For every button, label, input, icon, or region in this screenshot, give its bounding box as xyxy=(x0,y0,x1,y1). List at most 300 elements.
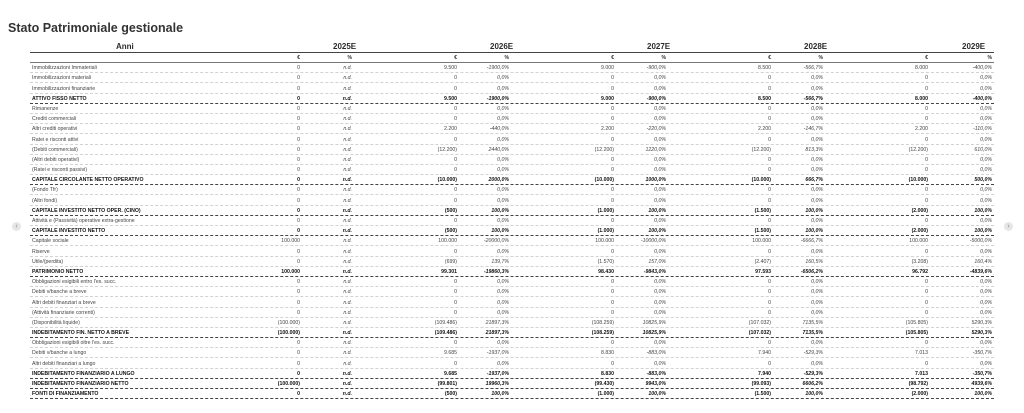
cell-percent: 0,0% xyxy=(654,116,666,123)
cell-percent: 160,5% xyxy=(805,258,823,265)
cell-value: 0 xyxy=(297,65,300,72)
scroll-right-arrow-icon[interactable]: › xyxy=(1004,222,1013,231)
table-row xyxy=(30,236,994,246)
cell-value: 0 xyxy=(297,136,300,143)
cell-value: 0 xyxy=(768,187,771,194)
cell-value: 0 xyxy=(297,207,300,214)
cell-percent: -440,0% xyxy=(489,126,509,133)
cell-value: 0 xyxy=(454,309,457,316)
cell-value: (2.000) xyxy=(911,207,928,214)
table-row xyxy=(30,94,994,104)
row-label: (Fondo Tfr) xyxy=(32,187,58,194)
row-label: Utile/(perdita) xyxy=(32,258,64,265)
cell-value: (100.000) xyxy=(277,319,300,326)
cell-value: 0 xyxy=(768,136,771,143)
cell-percent: n.d. xyxy=(342,228,352,235)
cell-value: 8.500 xyxy=(758,65,771,72)
cell-percent: 10825,9% xyxy=(642,330,666,337)
cell-value: 0 xyxy=(297,85,300,92)
cell-percent: -9843,0% xyxy=(643,268,666,275)
cell-value: 0 xyxy=(611,340,614,347)
cell-value: 0 xyxy=(297,95,300,102)
cell-value: 0 xyxy=(768,156,771,163)
row-label: INDEBITAMENTO FINANZIARIO A LUNGO xyxy=(32,370,135,377)
cell-value: (2.000) xyxy=(911,228,928,235)
header-year-2026: 2026E xyxy=(490,42,514,51)
row-label: (Attività finanziarie correnti) xyxy=(32,309,95,316)
cell-value: 0 xyxy=(454,248,457,255)
cell-value: 100.000 xyxy=(281,268,300,275)
cell-value: 0 xyxy=(297,248,300,255)
cell-value: 98.430 xyxy=(598,268,614,275)
cell-value: (107.032) xyxy=(748,330,771,337)
cell-value: (100.000) xyxy=(277,381,300,387)
table-row xyxy=(30,165,994,175)
cell-percent: n.d. xyxy=(343,85,352,92)
cell-value: (500) xyxy=(444,207,457,214)
cell-value: (500) xyxy=(444,228,457,235)
cell-value: 0 xyxy=(297,116,300,123)
cell-percent: 0,0% xyxy=(980,187,992,194)
cell-percent: 5290,3% xyxy=(971,319,992,326)
cell-value: 0 xyxy=(768,85,771,92)
cell-value: 9.000 xyxy=(601,95,614,102)
subheader-euro-1: € xyxy=(454,55,457,61)
table-row xyxy=(30,226,994,236)
cell-value: 0 xyxy=(768,167,771,174)
cell-percent: 4939,6% xyxy=(971,381,992,387)
cell-value: (1.000) xyxy=(597,391,614,398)
cell-value: 0 xyxy=(454,340,457,347)
balance-sheet-table xyxy=(30,40,994,399)
cell-percent: 1220,0% xyxy=(645,146,666,153)
subheader-euro-0: € xyxy=(297,55,300,61)
table-row xyxy=(30,63,994,73)
cell-percent: n.d. xyxy=(343,319,352,326)
cell-percent: n.d. xyxy=(343,258,352,265)
cell-percent: -6666,7% xyxy=(800,238,823,245)
cell-value: 0 xyxy=(925,75,928,82)
row-label: (Altri debiti operativi) xyxy=(32,156,80,163)
cell-value: (1.570) xyxy=(597,258,614,265)
cell-value: 0 xyxy=(925,360,928,367)
table-row xyxy=(30,155,994,165)
cell-value: 0 xyxy=(454,105,457,112)
cell-value: 0 xyxy=(611,75,614,82)
cell-value: 0 xyxy=(768,248,771,255)
cell-value: (10.000) xyxy=(908,177,928,184)
cell-value: (12.200) xyxy=(908,146,928,153)
cell-percent: n.d. xyxy=(343,289,352,296)
cell-percent: 100,0% xyxy=(648,391,666,398)
cell-value: 0 xyxy=(925,85,928,92)
cell-value: 0 xyxy=(454,85,457,92)
cell-value: 9.685 xyxy=(444,350,457,357)
cell-value: 0 xyxy=(454,197,457,204)
cell-percent: 0,0% xyxy=(654,340,666,347)
table-row xyxy=(30,195,994,205)
row-label: Crediti commerciali xyxy=(32,116,77,123)
cell-percent: -566,7% xyxy=(803,95,823,102)
cell-value: (10.000) xyxy=(437,177,457,184)
table-row xyxy=(30,318,994,328)
cell-percent: -1900,0% xyxy=(486,95,509,102)
cell-value: 7.013 xyxy=(915,370,928,377)
row-label: CAPITALE INVESTITO NETTO xyxy=(32,228,106,235)
cell-percent: -400,0% xyxy=(972,95,992,102)
cell-percent: 0,0% xyxy=(654,289,666,296)
cell-value: 0 xyxy=(297,299,300,306)
cell-value: 9.500 xyxy=(444,65,457,72)
table-row xyxy=(30,134,994,144)
cell-value: 0 xyxy=(925,289,928,296)
subheader-percent-4: % xyxy=(987,55,992,61)
cell-value: 0 xyxy=(925,116,928,123)
cell-percent: n.d. xyxy=(343,146,352,153)
cell-value: (98.792) xyxy=(908,381,928,387)
cell-percent: 0,0% xyxy=(654,248,666,255)
table-row xyxy=(30,277,994,287)
cell-percent: 0,0% xyxy=(980,105,992,112)
table-row xyxy=(30,83,994,93)
cell-percent: -350,7% xyxy=(972,350,992,357)
cell-value: 0 xyxy=(454,187,457,194)
cell-percent: 0,0% xyxy=(497,75,509,82)
cell-percent: n.d. xyxy=(342,207,352,214)
cell-value: 0 xyxy=(925,340,928,347)
table-row xyxy=(30,175,994,185)
header-year-2029: 2029E xyxy=(962,42,986,51)
cell-percent: 0,0% xyxy=(654,85,666,92)
cell-value: 0 xyxy=(611,289,614,296)
table-row xyxy=(30,216,994,226)
cell-percent: 100,0% xyxy=(648,207,666,214)
cell-value: 0 xyxy=(925,299,928,306)
cell-percent: 0,0% xyxy=(497,309,509,316)
cell-value: 0 xyxy=(297,360,300,367)
cell-value: 8.500 xyxy=(758,95,771,102)
subheader-percent-0: % xyxy=(347,55,352,61)
subheader-euro-3: € xyxy=(768,55,771,61)
cell-percent: -400,0% xyxy=(972,65,992,72)
table-header xyxy=(30,40,994,53)
cell-value: 0 xyxy=(611,299,614,306)
table-row xyxy=(30,348,994,358)
cell-value: 0 xyxy=(768,197,771,204)
cell-percent: 0,0% xyxy=(980,248,992,255)
cell-percent: -883,0% xyxy=(646,370,666,377)
cell-value: 0 xyxy=(925,156,928,163)
cell-percent: 21897,3% xyxy=(485,319,509,326)
row-label: Altri crediti operativi xyxy=(32,126,78,133)
cell-percent: 0,0% xyxy=(811,248,823,255)
row-label: INDEBITAMENTO FIN. NETTO A BREVE xyxy=(32,330,130,337)
table-row xyxy=(30,246,994,256)
cell-percent: 100,0% xyxy=(491,391,509,398)
cell-percent: n.d. xyxy=(342,268,352,275)
cell-percent: n.d. xyxy=(343,187,352,194)
cell-percent: n.d. xyxy=(343,299,352,306)
header-year-2027: 2027E xyxy=(647,42,671,51)
cell-percent: 0,0% xyxy=(654,136,666,143)
cell-percent: 0,0% xyxy=(497,248,509,255)
cell-percent: 100,0% xyxy=(974,207,992,214)
row-label: Immobilizzazioni Immateriali xyxy=(32,65,97,72)
row-label: Attività e (Passività) operative extra-gestione xyxy=(32,218,135,224)
cell-percent: 0,0% xyxy=(654,299,666,306)
cell-percent: 0,0% xyxy=(811,218,823,224)
cell-value: 0 xyxy=(297,340,300,347)
cell-percent: 0,0% xyxy=(980,156,992,163)
subheader-euro-4: € xyxy=(925,55,928,61)
cell-percent: 0,0% xyxy=(811,299,823,306)
cell-value: 0 xyxy=(454,299,457,306)
cell-value: 2.200 xyxy=(444,126,457,133)
cell-percent: n.d. xyxy=(343,238,352,245)
cell-value: 0 xyxy=(454,289,457,296)
cell-value: (99.093) xyxy=(751,381,771,387)
row-label: CAPITALE CIRCOLANTE NETTO OPERATIVO xyxy=(32,177,144,184)
cell-percent: -900,0% xyxy=(646,95,666,102)
cell-percent: n.d. xyxy=(343,65,352,72)
cell-value: 0 xyxy=(454,75,457,82)
cell-value: 7.940 xyxy=(758,370,771,377)
cell-percent: 2440,0% xyxy=(488,146,509,153)
cell-value: 100.000 xyxy=(595,238,614,245)
table-row xyxy=(30,297,994,307)
cell-value: (2.407) xyxy=(754,258,771,265)
page-title: Stato Patrimoniale gestionale xyxy=(8,21,184,35)
cell-percent: -900,0% xyxy=(646,65,666,72)
cell-percent: 0,0% xyxy=(980,289,992,296)
cell-value: (2.000) xyxy=(911,391,928,398)
cell-percent: 0,0% xyxy=(497,279,509,286)
cell-value: 0 xyxy=(611,105,614,112)
table-row xyxy=(30,308,994,318)
cell-percent: 0,0% xyxy=(980,360,992,367)
cell-value: 8.830 xyxy=(601,370,614,377)
cell-value: (100.000) xyxy=(277,330,300,337)
cell-value: 2.200 xyxy=(915,126,928,133)
cell-percent: 0,0% xyxy=(654,167,666,174)
cell-percent: 0,0% xyxy=(980,167,992,174)
cell-percent: 100,0% xyxy=(974,228,992,235)
cell-value: 0 xyxy=(768,299,771,306)
cell-value: 0 xyxy=(297,75,300,82)
table-subheader xyxy=(30,53,994,63)
cell-percent: 813,3% xyxy=(805,146,823,153)
cell-percent: 0,0% xyxy=(980,340,992,347)
table-body xyxy=(30,63,994,399)
cell-percent: 0,0% xyxy=(811,197,823,204)
cell-value: 0 xyxy=(297,350,300,357)
cell-percent: n.d. xyxy=(343,105,352,112)
table-row xyxy=(30,185,994,195)
row-label: Capitale sociale xyxy=(32,238,69,245)
cell-value: 0 xyxy=(768,75,771,82)
cell-value: 0 xyxy=(611,136,614,143)
cell-percent: n.d. xyxy=(342,330,352,337)
cell-value: 0 xyxy=(297,370,300,377)
cell-percent: 157,0% xyxy=(648,258,666,265)
cell-value: (1.500) xyxy=(754,207,771,214)
cell-percent: 0,0% xyxy=(497,360,509,367)
cell-percent: 0,0% xyxy=(497,116,509,123)
cell-value: 0 xyxy=(611,85,614,92)
cell-percent: 139,7% xyxy=(491,258,509,265)
cell-value: 0 xyxy=(297,228,300,235)
cell-value: 0 xyxy=(454,156,457,163)
row-label: (Altri fondi) xyxy=(32,197,58,204)
cell-percent: 100,0% xyxy=(805,207,823,214)
row-label: Altri debiti finanziari a lungo xyxy=(32,360,96,367)
cell-percent: 0,0% xyxy=(654,105,666,112)
cell-value: 100.000 xyxy=(752,238,771,245)
cell-percent: n.d. xyxy=(342,370,352,377)
cell-value: 0 xyxy=(611,360,614,367)
row-label: PATRIMONIO NETTO xyxy=(32,268,84,275)
cell-value: 100.000 xyxy=(281,238,300,245)
cell-percent: 100,0% xyxy=(974,391,992,398)
cell-value: 0 xyxy=(611,167,614,174)
cell-value: (99.801) xyxy=(437,381,457,387)
cell-percent: 0,0% xyxy=(811,340,823,347)
cell-percent: 100,0% xyxy=(805,228,823,235)
cell-value: 0 xyxy=(297,126,300,133)
cell-percent: 0,0% xyxy=(811,309,823,316)
cell-percent: n.d. xyxy=(343,197,352,204)
cell-value: 0 xyxy=(925,218,928,224)
cell-value: 0 xyxy=(768,340,771,347)
cell-percent: 6606,2% xyxy=(802,381,823,387)
table-row xyxy=(30,73,994,83)
cell-value: 0 xyxy=(611,279,614,286)
cell-value: (99.430) xyxy=(594,381,614,387)
cell-percent: -6506,2% xyxy=(800,268,823,275)
cell-value: 0 xyxy=(925,197,928,204)
row-label: Riserve xyxy=(32,248,50,255)
cell-value: 96.792 xyxy=(912,268,928,275)
cell-percent: 0,0% xyxy=(497,340,509,347)
cell-percent: 0,0% xyxy=(980,136,992,143)
table-row xyxy=(30,358,994,368)
cell-percent: 0,0% xyxy=(654,197,666,204)
row-label: Immobilizzazioni materiali xyxy=(32,75,92,82)
cell-value: 0 xyxy=(768,218,771,224)
cell-value: (109.486) xyxy=(434,330,457,337)
cell-percent: 0,0% xyxy=(497,197,509,204)
cell-value: 0 xyxy=(454,218,457,224)
row-label: (Ratei e risconti passivi) xyxy=(32,167,88,174)
cell-percent: -566,7% xyxy=(803,65,823,72)
cell-percent: -883,0% xyxy=(646,350,666,357)
cell-value: 99.301 xyxy=(441,268,457,275)
cell-percent: 610,0% xyxy=(974,146,992,153)
cell-value: (108.259) xyxy=(591,319,614,326)
cell-value: (699) xyxy=(444,258,457,265)
cell-percent: n.d. xyxy=(342,381,352,387)
cell-percent: 7135,5% xyxy=(802,330,823,337)
cell-percent: 0,0% xyxy=(654,279,666,286)
table-row xyxy=(30,104,994,114)
cell-percent: 0,0% xyxy=(811,85,823,92)
cell-percent: n.d. xyxy=(343,350,352,357)
cell-value: 0 xyxy=(925,309,928,316)
subheader-percent-1: % xyxy=(504,55,509,61)
header-year-2025: 2025E xyxy=(333,42,357,51)
cell-value: 2.200 xyxy=(758,126,771,133)
cell-value: 0 xyxy=(925,279,928,286)
cell-value: 0 xyxy=(297,289,300,296)
table-row xyxy=(30,389,994,399)
cell-percent: 0,0% xyxy=(497,136,509,143)
cell-percent: -529,3% xyxy=(803,370,823,377)
cell-value: 0 xyxy=(297,187,300,194)
cell-percent: 0,0% xyxy=(497,85,509,92)
cell-percent: 0,0% xyxy=(980,85,992,92)
cell-percent: 0,0% xyxy=(811,279,823,286)
cell-value: 9.000 xyxy=(601,65,614,72)
cell-value: (1.500) xyxy=(754,228,771,235)
cell-value: 0 xyxy=(611,156,614,163)
cell-value: 0 xyxy=(297,167,300,174)
cell-percent: 0,0% xyxy=(497,289,509,296)
cell-value: (105.805) xyxy=(905,330,928,337)
cell-value: (10.000) xyxy=(594,177,614,184)
cell-percent: 9943,0% xyxy=(645,381,666,387)
table-row xyxy=(30,145,994,155)
cell-value: 0 xyxy=(454,167,457,174)
cell-percent: n.d. xyxy=(343,167,352,174)
subheader-euro-2: € xyxy=(611,55,614,61)
cell-value: (105.805) xyxy=(905,319,928,326)
row-label: Ratei e risconti attivi xyxy=(32,136,79,143)
cell-percent: 0,0% xyxy=(811,289,823,296)
row-label: Obbligazioni esigibili entro l'es. succ. xyxy=(32,279,117,286)
cell-value: 8.000 xyxy=(915,95,928,102)
cell-value: 0 xyxy=(297,279,300,286)
table-row xyxy=(30,257,994,267)
cell-value: 0 xyxy=(297,218,300,224)
cell-percent: n.d. xyxy=(343,116,352,123)
row-label: FONTI DI FINANZIAMENTO xyxy=(32,391,99,398)
cell-percent: -529,3% xyxy=(803,350,823,357)
cell-percent: 0,0% xyxy=(811,105,823,112)
cell-percent: -1937,0% xyxy=(486,350,509,357)
cell-value: (109.486) xyxy=(434,319,457,326)
cell-percent: n.d. xyxy=(342,391,352,398)
header-years-label: Anni xyxy=(116,42,134,51)
cell-value: 0 xyxy=(925,167,928,174)
cell-percent: 100,0% xyxy=(491,207,509,214)
cell-percent: -220,0% xyxy=(646,126,666,133)
cell-value: 100.000 xyxy=(438,238,457,245)
cell-value: 0 xyxy=(925,248,928,255)
cell-percent: n.d. xyxy=(343,156,352,163)
scroll-left-arrow-icon[interactable]: ‹ xyxy=(12,222,21,231)
cell-value: 97.593 xyxy=(755,268,771,275)
cell-value: 2.200 xyxy=(601,126,614,133)
cell-percent: 0,0% xyxy=(497,167,509,174)
cell-value: 0 xyxy=(454,136,457,143)
cell-percent: 0,0% xyxy=(654,218,666,224)
cell-value: 0 xyxy=(768,309,771,316)
row-label: Debiti v/banche a breve xyxy=(32,289,87,296)
cell-value: 0 xyxy=(611,248,614,255)
cell-percent: 0,0% xyxy=(497,156,509,163)
table-row xyxy=(30,369,994,379)
table-row xyxy=(30,206,994,216)
